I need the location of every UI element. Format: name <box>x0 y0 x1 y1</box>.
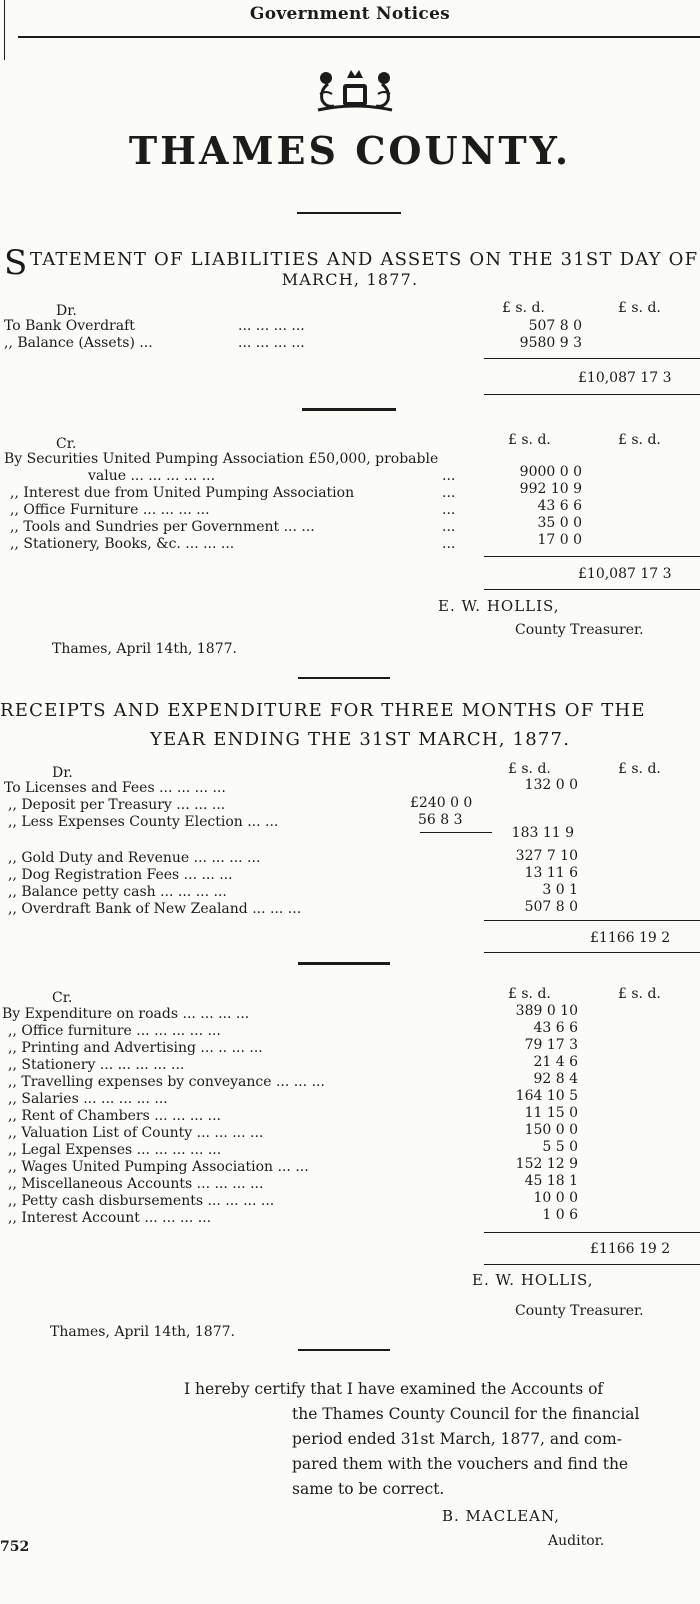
section-divider <box>298 962 390 965</box>
receipts-debit-row-amount: 3 0 1 <box>542 882 578 898</box>
receipts-credit-row-amount: 152 12 9 <box>515 1156 578 1172</box>
certificate-line: the Thames County Council for the financial <box>292 1405 640 1423</box>
statement-heading-line1: TATEMENT OF LIABILITIES AND ASSETS ON THE 31ST DAY OF <box>30 249 699 270</box>
section-divider <box>302 408 396 411</box>
receipts-credit-row-desc: ,, Salaries ... ... ... ... ... <box>8 1091 168 1107</box>
certificate-line: period ended 31st March, 1877, and com- <box>292 1430 622 1448</box>
receipts-heading-line2: YEAR ENDING THE 31ST MARCH, 1877. <box>150 729 571 750</box>
receipts-signatory-name: E. W. HOLLIS, <box>472 1271 594 1289</box>
receipts-credit-row-desc: ,, Office furniture ... ... ... ... ... <box>8 1023 221 1039</box>
receipts-credit-label: Cr. <box>52 990 73 1006</box>
receipts-credit-row-amount: 164 10 5 <box>515 1088 578 1104</box>
statement-debit-row-desc: To Bank Overdraft <box>4 318 135 334</box>
statement-credit-row-desc: value ... ... ... ... ... <box>88 468 216 484</box>
receipts-credit-row-amount: 79 17 3 <box>524 1037 578 1053</box>
receipts-credit-row-desc: ,, Petty cash disbursements ... ... ... ... <box>8 1193 275 1209</box>
receipts-credit-total: £1166 19 2 <box>590 1241 671 1257</box>
receipts-credit-row-amount: 43 6 6 <box>533 1020 578 1036</box>
receipts-credit-row-amount: 92 8 4 <box>533 1071 578 1087</box>
statement-credit-row-desc: ,, Office Furniture ... ... ... ... <box>10 502 210 518</box>
receipts-debit-row-desc: ,, Dog Registration Fees ... ... ... <box>8 867 233 883</box>
receipts-debit-row-desc: ,, Gold Duty and Revenue ... ... ... ... <box>8 850 261 866</box>
statement-credit-col-header-2: £ s. d. <box>618 432 661 448</box>
total-rule <box>484 589 700 590</box>
receipts-credit-row-amount: 11 15 0 <box>524 1105 578 1121</box>
royal-coat-of-arms-icon <box>300 64 410 118</box>
receipts-place-date: Thames, April 14th, 1877. <box>50 1324 235 1340</box>
statement-credit-row-amount: 9000 0 0 <box>519 464 582 480</box>
receipts-debit-row-desc: ,, Less Expenses County Election ... ... <box>8 814 279 830</box>
receipts-credit-row-desc: By Expenditure on roads ... ... ... ... <box>2 1006 250 1022</box>
receipts-credit-col-header-1: £ s. d. <box>508 986 551 1002</box>
page-title: THAMES COUNTY. <box>128 128 572 173</box>
total-rule <box>484 394 700 395</box>
receipts-credit-row-desc: ,, Miscellaneous Accounts ... ... ... ... <box>8 1176 264 1192</box>
receipts-debit-label: Dr. <box>52 765 73 781</box>
section-divider <box>298 1349 390 1351</box>
statement-credit-row-desc: ,, Interest due from United Pumping Association <box>10 485 355 501</box>
statement-debit-row-amount: 9580 9 3 <box>519 335 582 351</box>
receipts-debit-row-desc: ,, Overdraft Bank of New Zealand ... ... ... <box>8 901 302 917</box>
statement-credit-row-amount: 35 0 0 <box>537 515 582 531</box>
receipts-credit-row-desc: ,, Rent of Chambers ... ... ... ... <box>8 1108 222 1124</box>
statement-signatory-title: County Treasurer. <box>515 622 644 638</box>
statement-debit-row-leaders: ... ... ... ... <box>238 318 305 334</box>
total-rule <box>484 358 700 359</box>
receipts-credit-row-desc: ,, Interest Account ... ... ... ... <box>8 1210 212 1226</box>
receipts-credit-row-amount: 5 5 0 <box>542 1139 578 1155</box>
statement-credit-row-amount: 17 0 0 <box>537 532 582 548</box>
left-margin-rule <box>4 0 5 60</box>
auditor-name: B. MACLEAN, <box>442 1507 560 1525</box>
total-rule <box>484 556 700 557</box>
receipts-credit-row-desc: ,, Wages United Pumping Association ... ... <box>8 1159 309 1175</box>
statement-heading-initial: S <box>4 243 28 283</box>
page-number: 752 <box>0 1539 30 1555</box>
statement-debit-row-leaders: ... ... ... ... <box>238 335 305 351</box>
receipts-debit-col-header-1: £ s. d. <box>508 761 551 777</box>
statement-credit-col-header-1: £ s. d. <box>508 432 551 448</box>
receipts-debit-row-amount: 507 8 0 <box>524 899 578 915</box>
receipts-credit-row-desc: ,, Valuation List of County ... ... ... ... <box>8 1125 264 1141</box>
statement-credit-row-desc: ,, Stationery, Books, &c. ... ... ... <box>10 536 235 552</box>
receipts-credit-row-amount: 45 18 1 <box>524 1173 578 1189</box>
receipts-credit-row-amount: 10 0 0 <box>533 1190 578 1206</box>
receipts-credit-row-desc: ,, Travelling expenses by conveyance ... ... ... <box>8 1074 325 1090</box>
receipts-credit-row-amount: 389 0 10 <box>515 1003 578 1019</box>
receipts-credit-row-amount: 21 4 6 <box>533 1054 578 1070</box>
receipts-credit-row-desc: ,, Printing and Advertising ... .. ... ... <box>8 1040 263 1056</box>
statement-signatory-name: E. W. HOLLIS, <box>438 597 560 615</box>
auditor-title: Auditor. <box>548 1533 605 1549</box>
receipts-debit-row-amount: 183 11 9 <box>511 825 574 841</box>
receipts-debit-total: £1166 19 2 <box>590 930 671 946</box>
section-divider <box>297 212 401 214</box>
receipts-debit-row-desc: To Licenses and Fees ... ... ... ... <box>4 780 226 796</box>
statement-credit-row-leaders: ... <box>442 468 456 484</box>
statement-credit-row-leaders: ... <box>442 536 456 552</box>
statement-credit-row-desc: By Securities United Pumping Association £50,000, probable <box>4 451 439 467</box>
statement-credit-row-amount: 992 10 9 <box>519 481 582 497</box>
statement-debit-row-desc: ,, Balance (Assets) ... <box>4 335 153 351</box>
receipts-credit-row-amount: 1 0 6 <box>542 1207 578 1223</box>
receipts-credit-col-header-2: £ s. d. <box>618 986 661 1002</box>
receipts-debit-row-amount: 327 7 10 <box>515 848 578 864</box>
statement-debit-row-amount: 507 8 0 <box>528 318 582 334</box>
receipts-credit-row-desc: ,, Legal Expenses ... ... ... ... ... <box>8 1142 222 1158</box>
running-head: Government Notices <box>249 4 451 24</box>
statement-credit-row-leaders: ... <box>442 485 456 501</box>
subtotal-rule <box>420 832 492 833</box>
receipts-debit-row-amount: 132 0 0 <box>524 777 578 793</box>
receipts-heading-line1: RECEIPTS AND EXPENDITURE FOR THREE MONTHS OF THE <box>0 700 646 721</box>
header-rule <box>18 36 700 38</box>
statement-debit-label: Dr. <box>56 303 77 319</box>
total-rule <box>484 920 700 921</box>
statement-place-date: Thames, April 14th, 1877. <box>52 641 237 657</box>
statement-credit-row-desc: ,, Tools and Sundries per Government ... ... <box>10 519 315 535</box>
receipts-signatory-title: County Treasurer. <box>515 1303 644 1319</box>
certificate-line: I hereby certify that I have examined the Accounts of <box>184 1380 604 1398</box>
certificate-line: pared them with the vouchers and find the <box>292 1455 629 1473</box>
receipts-debit-col-header-2: £ s. d. <box>618 761 661 777</box>
receipts-credit-row-amount: 150 0 0 <box>524 1122 578 1138</box>
statement-credit-row-amount: 43 6 6 <box>537 498 582 514</box>
statement-credit-row-leaders: ... <box>442 502 456 518</box>
statement-debit-total: £10,087 17 3 <box>578 370 672 386</box>
statement-debit-col-header-2: £ s. d. <box>618 300 661 316</box>
statement-credit-total: £10,087 17 3 <box>578 566 672 582</box>
total-rule <box>484 1264 700 1265</box>
section-divider <box>298 677 390 679</box>
receipts-debit-row-inner: 56 8 3 <box>418 812 463 828</box>
statement-credit-label: Cr. <box>56 436 77 452</box>
receipts-debit-row-desc: ,, Deposit per Treasury ... ... ... <box>8 797 226 813</box>
receipts-debit-row-amount: 13 11 6 <box>524 865 578 881</box>
certificate-line: same to be correct. <box>292 1480 445 1498</box>
statement-heading-line2: MARCH, 1877. <box>281 270 419 289</box>
total-rule <box>484 1232 700 1233</box>
statement-debit-col-header-1: £ s. d. <box>502 300 545 316</box>
receipts-debit-row-desc: ,, Balance petty cash ... ... ... ... <box>8 884 227 900</box>
receipts-credit-row-desc: ,, Stationery ... ... ... ... ... <box>8 1057 185 1073</box>
receipts-debit-row-inner: £240 0 0 <box>410 795 473 811</box>
statement-credit-row-leaders: ... <box>442 519 456 535</box>
total-rule <box>484 952 700 953</box>
